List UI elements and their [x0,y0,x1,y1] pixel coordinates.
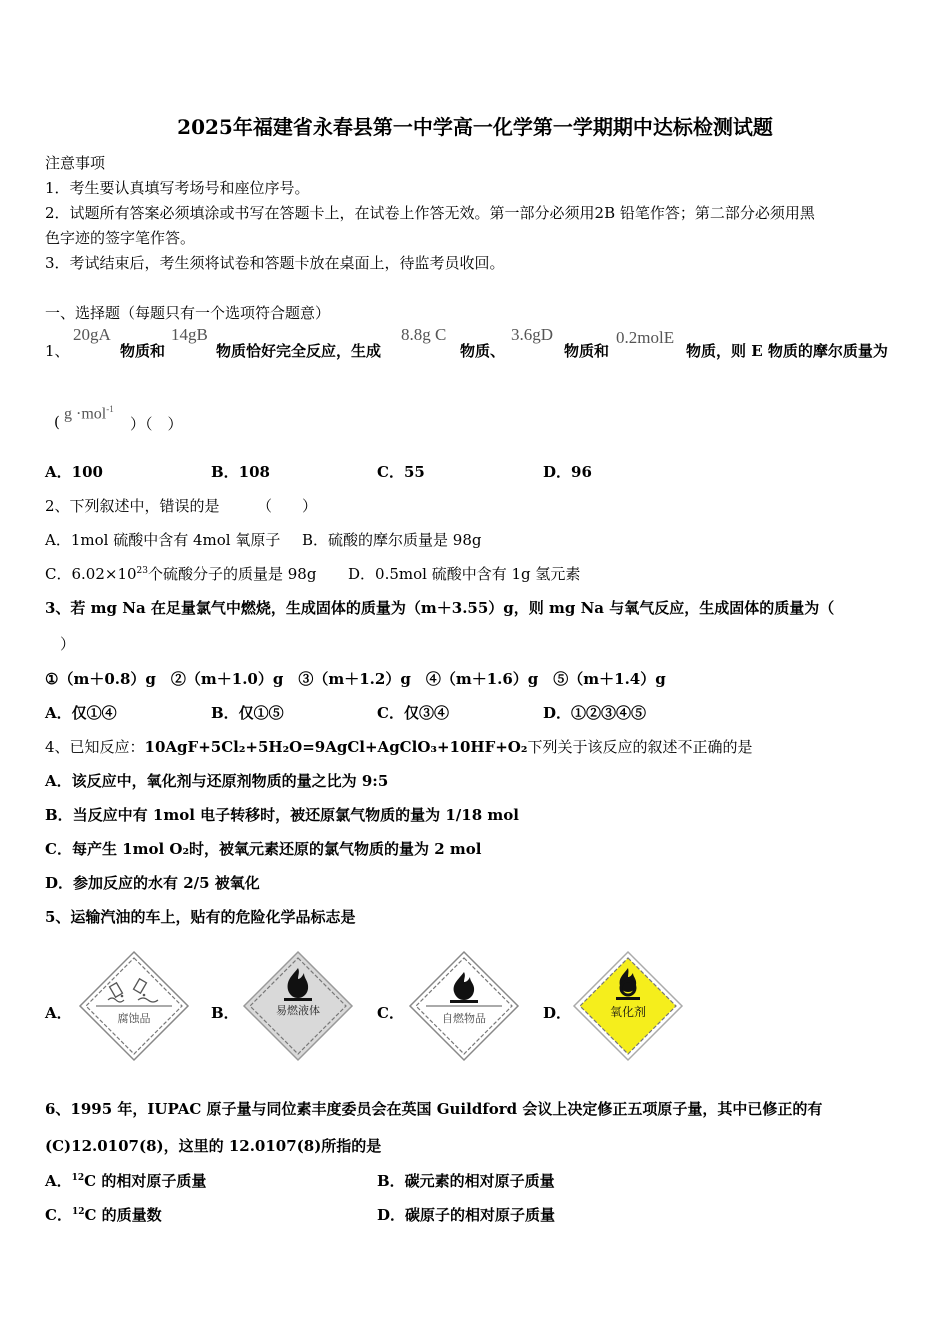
notice-item-2: 2．试题所有答案必须填涂或书写在答题卡上，在试卷上作答无效。第一部分必须用2B 铅笔作答；第二部分必须用黑 [45,204,815,222]
q1-mass-c: 8.8g C [401,325,447,344]
section-heading: 一、选择题（每题只有一个选项符合题意） [45,304,331,322]
q4-equation: 10AgF+5Cl₂+5H₂O=9AgCl+AgClO₃+10HF+O₂ [144,738,528,756]
q6-option-c: C．$^{12}$C 的质量数 [45,1206,162,1224]
q1-unit-close: ）（ ） [130,415,183,433]
q2-option-a: A．1mol 硫酸中含有 4mol 氧原子 [45,531,281,549]
q1-mass-a: 20gA [73,325,111,344]
q4-stem: 4、已知反应：10AgF+5Cl₂+5H₂O=9AgCl+AgClO₃+10HF+O₂下列关于该反应的叙述不正确的是 [45,738,753,756]
q5-sign-d-text: 氧化剂 [609,1005,647,1019]
q4-option-b: B．当反应中有 1mol 电子转移时，被还原氯气物质的量为 1/18 mol [45,806,519,824]
q1-text-5: 物质，则 E 物质的摩尔质量为 [686,342,888,360]
q4-option-d: D．参加反应的水有 2/5 被氧化 [45,874,260,892]
oxidizer-sign [572,950,684,1062]
q2-option-b: B．硫酸的摩尔质量是 98g [302,531,482,549]
q1-option-b: B．108 [211,463,270,481]
q6-option-b: B．碳元素的相对原子质量 [377,1172,555,1190]
q3-choices: ①（m＋0.8）g ②（m＋1.0）g ③（m＋1.2）g ④（m＋1.6）g ⑤（m＋1.4）g [45,670,666,688]
q4-option-a: A．该反应中，氧化剂与还原剂物质的量之比为 9:5 [45,772,389,790]
q1-option-c: C．55 [377,463,425,481]
q3-option-d: D．①②③④⑤ [543,704,647,722]
q5-label-c: C． [377,1004,404,1022]
autoignite-sign [408,950,520,1062]
q3-stem-cont: ） [60,635,76,653]
q1-unit-open: ( [54,413,60,431]
q1-text-4: 物质和 [564,342,610,360]
q5-sign-a-text: 腐蚀品 [117,1012,151,1025]
q3-stem: 3、若 mg Na 在足量氯气中燃烧，生成固体的质量为（m＋3.55）g，则 mg Na 与氧气反应，生成固体的质量为（ [45,599,835,617]
q1-option-a: A．100 [45,463,103,481]
q6-stem-cont: (C)12.0107(8)，这里的 12.0107(8)所指的是 [45,1137,382,1155]
notice-item-2-cont: 色字迹的签字笔作答。 [45,229,196,247]
q1-number: 1、 [45,342,70,360]
q3-option-c: C．仅③④ [377,704,449,722]
q1-option-d: D．96 [543,463,592,481]
q1-mass-b: 14gB [171,325,208,344]
q1-unit: g ·mol$^{-1}$ [64,404,114,423]
q3-option-a: A．仅①④ [45,704,117,722]
q5-sign-b-text: 易燃液体 [276,1004,320,1017]
q2-stem: 2、下列叙述中，错误的是 （ ） [45,497,318,515]
q6-option-d: D．碳原子的相对原子质量 [377,1206,556,1224]
q6-option-a: A．$^{12}$C 的相对原子质量 [45,1172,207,1190]
q1-text-2: 物质恰好完全反应，生成 [216,342,382,360]
q5-label-d: D． [543,1004,572,1022]
q5-stem: 5、运输汽油的车上，贴有的危险化学品标志是 [45,908,356,926]
q6-stem: 6、1995 年，IUPAC 原子量与同位素丰度委员会在英国 Guildford 会议上决定修正五项原子量，其中已修正的有 [45,1100,823,1118]
q4-option-c: C．每产生 1mol O₂时，被氧元素还原的氯气物质的量为 2 mol [45,840,482,858]
q5-sign-c-text: 自燃物品 [442,1012,486,1025]
flammable-liquid-sign [242,950,354,1062]
q2-option-d: D．0.5mol 硫酸中含有 1g 氢元素 [348,565,581,583]
q1-amount-e: 0.2molE [616,328,675,347]
q1-mass-d: 3.6gD [511,325,554,344]
q5-label-a: A． [45,1004,72,1022]
notice-heading: 注意事项 [45,154,106,172]
q2-option-c: C．$6.02\times 10^{23}$个硫酸分子的质量是 98g [45,565,317,583]
notice-item-1: 1．考生要认真填写考场号和座位序号。 [45,179,310,197]
q5-label-b: B． [211,1004,239,1022]
page-title: 2025年福建省永春县第一中学高一化学第一学期期中达标检测试题 [177,115,773,139]
notice-item-3: 3．考试结束后，考生须将试卷和答题卡放在桌面上，待监考员收回。 [45,254,505,272]
q1-text-3: 物质、 [460,342,506,360]
q3-option-b: B．仅①⑤ [211,704,284,722]
corrosive-sign [78,950,190,1062]
q1-text-1: 物质和 [120,342,166,360]
